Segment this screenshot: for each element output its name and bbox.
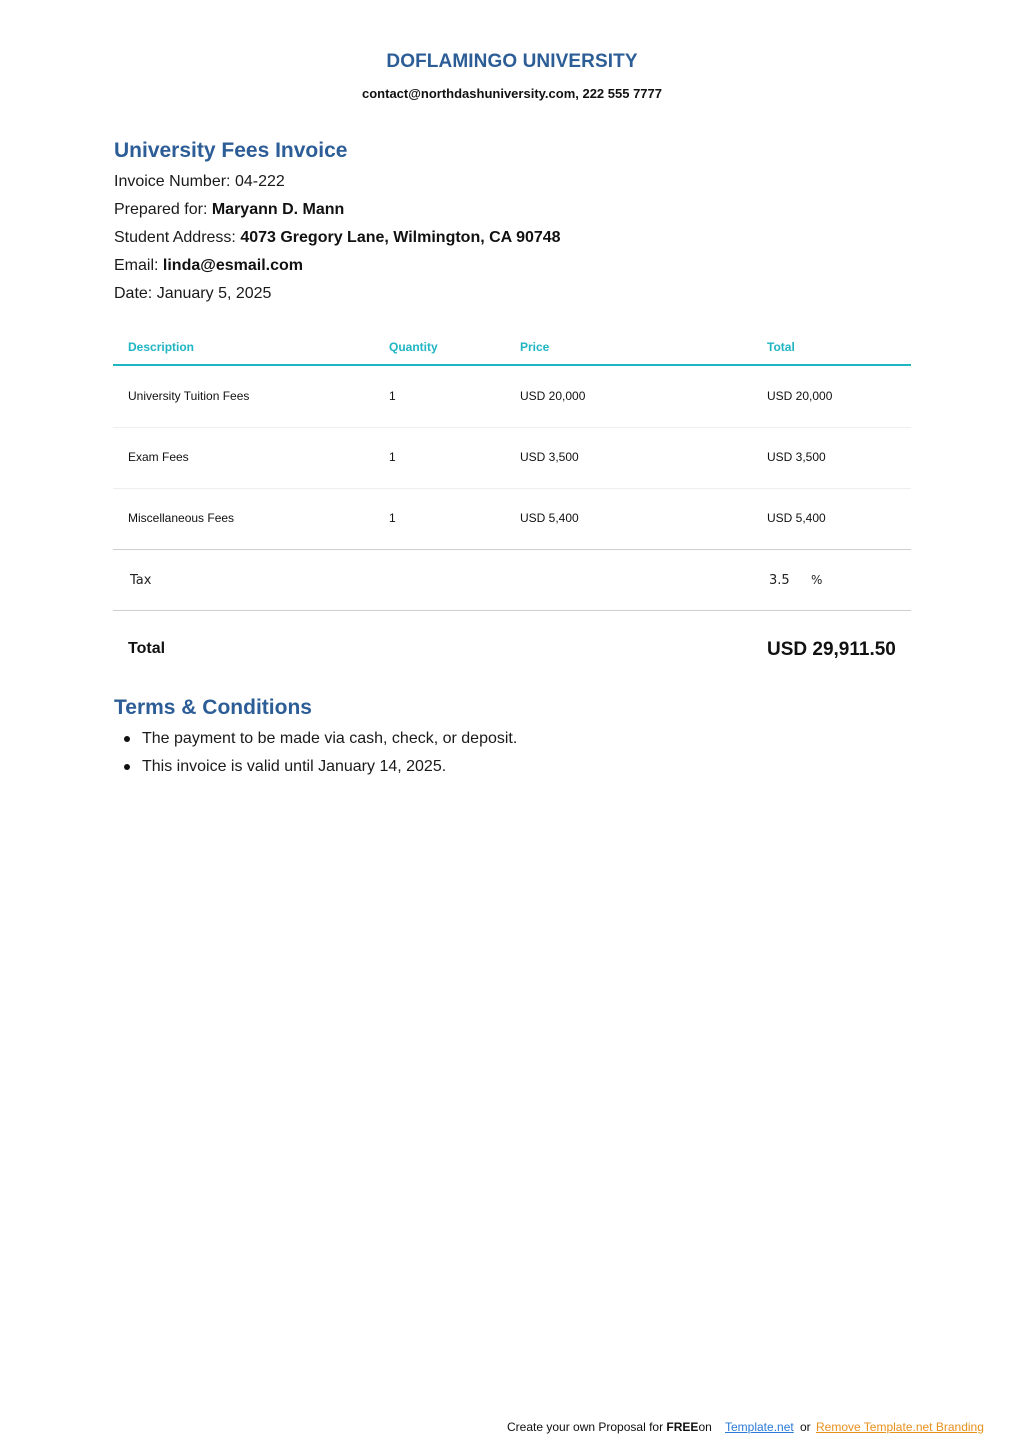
row-total: USD 5,400 [767,511,826,525]
terms-title: Terms & Conditions [114,696,312,719]
footer-or: or [800,1420,811,1434]
terms-item-text: The payment to be made via cash, check, or deposit. [142,730,518,747]
date-value: January 5, 2025 [156,285,272,302]
row-quantity: 1 [389,511,396,525]
template-net-link[interactable]: Template.net [725,1420,794,1434]
email-line [114,257,303,275]
table-row [113,427,911,489]
header-total: Total [767,340,795,354]
terms-item-text: This invoice is valid until January 14, 2025. [142,758,447,775]
grand-total-label: Total [128,640,166,657]
invoice-number-line [114,173,285,191]
invoice-title: University Fees Invoice [114,139,348,162]
row-total: USD 20,000 [767,389,833,403]
table-header-row [113,319,911,366]
header-price: Price [520,340,550,354]
row-quantity: 1 [389,450,396,464]
terms-list [114,727,517,783]
list-item [114,755,517,783]
student-address-line [114,229,561,247]
student-address-label: Student Address: [114,229,236,246]
row-description: Miscellaneous Fees [128,511,235,525]
row-price: USD 20,000 [520,389,586,403]
footer-prefix [507,1420,712,1434]
footer-on: on [698,1420,712,1434]
email-value: linda@esmail.com [162,257,303,274]
row-total: USD 3,500 [767,450,826,464]
row-description: University Tuition Fees [128,389,250,403]
date-label: Date: [114,285,153,302]
table-row [113,366,911,428]
tax-value: 3.5 [769,573,790,588]
invoice-number-value: 04-222 [234,173,285,190]
header-description: Description [128,340,195,354]
prepared-for-value: Maryann D. Mann [211,201,345,218]
row-price: USD 3,500 [520,450,579,464]
footer-prefix-text: Create your own Proposal for [507,1420,664,1434]
bullet-icon [124,736,130,742]
grand-total-value: USD 29,911.50 [767,639,896,660]
remove-branding-link[interactable]: Remove Template.net Branding [816,1420,984,1434]
list-item [114,727,517,755]
bullet-icon [124,764,130,770]
row-quantity: 1 [389,389,396,403]
email-label: Email: [114,257,159,274]
university-name: DOFLAMINGO UNIVERSITY [386,51,638,72]
tax-row [113,549,911,611]
prepared-for-line [114,201,344,219]
header-quantity: Quantity [389,340,438,354]
row-price: USD 5,400 [520,511,579,525]
date-line [114,285,271,303]
table-row [113,488,911,550]
row-description: Exam Fees [128,450,189,464]
invoice-number-label: Invoice Number: [114,173,231,190]
tax-unit: % [811,573,823,587]
prepared-for-label: Prepared for: [114,201,208,218]
student-address-value: 4073 Gregory Lane, Wilmington, CA 90748 [240,229,561,246]
tax-label: Tax [130,573,152,588]
university-contact: contact@northdashuniversity.com, 222 555 7777 [362,86,662,101]
footer-free: FREE [666,1420,699,1434]
